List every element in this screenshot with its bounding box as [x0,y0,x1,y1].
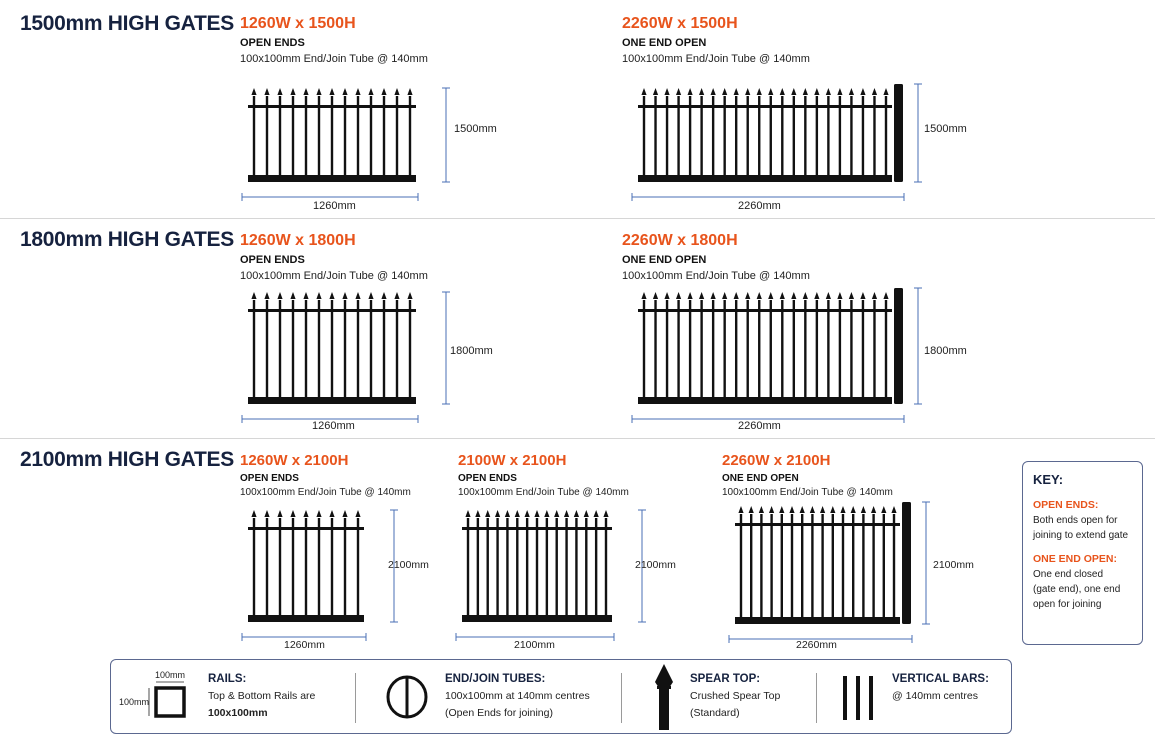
gate-type: ONE END OPEN [722,473,799,484]
spear-top [789,506,794,513]
rails-line2: 100x100mm [208,707,268,719]
gate-tube-spec: 100x100mm End/Join Tube @ 140mm [622,270,810,282]
legend-rails [111,660,361,735]
gate-tube-spec: 100x100mm End/Join Tube @ 140mm [458,487,629,498]
key-desc-line: Both ends open for [1033,515,1118,526]
gate-size: 2260W x 2100H [722,452,831,469]
vertical-bar [862,514,864,617]
key-open-ends-desc [1033,513,1132,543]
spear-line2: (Standard) [690,707,740,719]
legend-bar [110,659,1012,734]
rails-line1: Top & Bottom Rails are [208,690,316,702]
vertical-bar [821,514,823,617]
spear-top [881,506,886,513]
width-dimension-label: 2260mm [738,200,781,212]
width-dimension-label: 1260mm [313,200,356,212]
spear-top [820,506,825,513]
gate-tube-spec: 100x100mm End/Join Tube @ 140mm [722,487,893,498]
gate-tube-spec: 100x100mm End/Join Tube @ 140mm [622,53,810,65]
bars-line1: @ 140mm centres [892,690,978,702]
key-desc-line: One end closed [1033,569,1104,580]
vertical-bar [760,514,762,617]
gate-size: 1260W x 1500H [240,15,356,32]
gate-tube-spec: 100x100mm End/Join Tube @ 140mm [240,270,428,282]
height-dimension-label: 1500mm [924,123,967,135]
height-dimension-label: 1800mm [924,345,967,357]
height-dimension-label: 2100mm [388,559,429,571]
legend-bars [831,660,1011,735]
key-one-end-desc [1033,567,1132,612]
tubes-line1: 100x100mm at 140mm centres [445,690,590,702]
gate-tube-spec: 100x100mm End/Join Tube @ 140mm [240,487,411,498]
top-rail [735,523,900,526]
legend-tubes [371,660,616,735]
bottom-rail [735,617,900,624]
vertical-bars-icon [841,676,877,720]
width-dimension-label: 2260mm [796,639,837,651]
spear-top [738,506,743,513]
vertical-bar [872,514,874,617]
height-dimension-label: 2100mm [933,559,974,571]
rails-title: RAILS: [208,673,247,685]
vertical-bar [832,514,834,617]
spear-top [891,506,896,513]
gate-type: ONE END OPEN [622,254,707,266]
gate-type: OPEN ENDS [240,37,305,49]
key-desc-line: (gate end), one end [1033,584,1121,595]
rail-dim-side-label: 100mm [119,697,150,707]
key-box [1022,461,1143,645]
spear-top [749,506,754,513]
spear-top [871,506,876,513]
vertical-bar [852,514,854,617]
tubes-title: END/JOIN TUBES: [445,673,546,685]
vertical-bar [740,514,742,617]
height-dimension-label: 2100mm [635,559,676,571]
spear-top [800,506,805,513]
spear-top [779,506,784,513]
height-dimension-label: 1800mm [450,345,493,357]
rail-dim-top-label: 100mm [155,670,186,680]
vertical-bar [791,514,793,617]
gate-size: 2260W x 1500H [622,15,738,32]
legend-separator [355,673,356,723]
vertical-bar [770,514,772,617]
legend-separator [816,673,817,723]
spear-line1: Crushed Spear Top [690,690,781,702]
tubes-line2: (Open Ends for joining) [445,707,553,719]
key-one-end-term: ONE END OPEN: [1033,553,1118,565]
width-dimension-label: 1260mm [312,420,355,432]
width-dimension-label: 2260mm [738,420,781,432]
spear-top [851,506,856,513]
vertical-bar [893,514,895,617]
section-title-1500: 1500mm HIGH GATES [20,12,234,35]
gate-size: 2260W x 1800H [622,232,738,249]
gate-size: 1260W x 2100H [240,452,349,469]
height-dimension-label: 1500mm [454,123,497,135]
bars-title: VERTICAL BARS: [892,673,989,685]
end-join-tube-icon [385,674,429,720]
vertical-bar [811,514,813,617]
spear-top [840,506,845,513]
rail-section-icon [147,680,193,726]
gate-tube-spec: 100x100mm End/Join Tube @ 140mm [240,53,428,65]
spear-top [861,506,866,513]
spear-top [810,506,815,513]
vertical-bar [801,514,803,617]
gate-size: 1260W x 1800H [240,232,356,249]
gate-type: OPEN ENDS [458,473,517,484]
key-desc-line: open for joining [1033,599,1102,610]
key-title: KEY: [1033,472,1064,487]
gate-type: OPEN ENDS [240,473,299,484]
gate-type: OPEN ENDS [240,254,305,266]
key-desc-line: joining to extend gate [1033,530,1129,541]
spear-top [830,506,835,513]
gate-size: 2100W x 2100H [458,452,567,469]
section-title-1800: 1800mm HIGH GATES [20,228,234,251]
end-post [902,502,911,624]
vertical-bar [750,514,752,617]
gate-type: ONE END OPEN [622,37,707,49]
legend-separator [621,673,622,723]
key-open-ends-term: OPEN ENDS: [1033,499,1099,511]
legend-spear [631,660,821,735]
spear-top [759,506,764,513]
vertical-bar [781,514,783,617]
width-dimension-label: 1260mm [284,639,325,651]
width-dimension-label: 2100mm [514,639,555,651]
section-title-2100: 2100mm HIGH GATES [20,448,234,471]
spear-title: SPEAR TOP: [690,673,761,685]
vertical-bar [842,514,844,617]
vertical-bar [883,514,885,617]
spear-top [769,506,774,513]
spear-top-icon [651,664,677,730]
